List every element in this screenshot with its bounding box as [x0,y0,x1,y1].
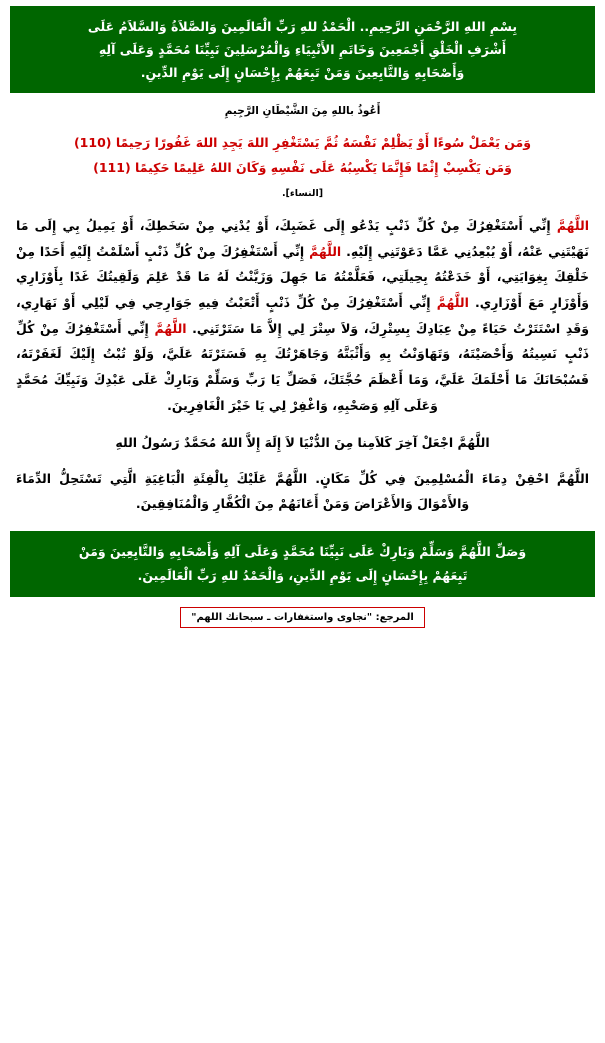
dua-text-segment: إِنِّي أَسْتَغْفِرُكَ مِنْ كُلِّ ذَنْبٍ أَسْلَمْتُ إِلَيْهِ أَحَدًا مِنْ خَلْقِكَ بِغِوَايَتِي، أَوْ خَدَعْتُهُ بِحِيلَتِي، فَعَلَّمْتُهُ مَا جَهِلَ وَزَيَّنْتُ لَهُ مَا قَدْ عَلِمَ وَلَقِيتُكَ غَدًا بِأَوْزَارِي وَأَوْزَارٍ مَعَ أَوْزَارِي. [16,243,589,311]
dua-text-segment: اجْعَلْ آخِرَ كَلاَمِنا مِنَ الدُّنْيَا لاَ إِلَهَ إِلاَّ اللهُ مُحَمَّدٌ رَسُولُ اللهِ [115,435,458,451]
dua-text-segment: احْقِنْ دِمَاءَ الْمُسْلِمِينَ فِي كُلِّ مَكَانٍ. [307,470,557,486]
invocation-allahumma: اللَّهُمَّ [457,435,490,451]
invocation-allahumma: اللَّهُمَّ [154,320,187,336]
bottom-banner-line-1: وَصَلِّ اللَّهُمَّ وَسَلِّمْ وَبَارِكْ عَلَى نَبِيِّنَا مُحَمَّدٍ وَعَلَى آلِهِ وَأَصْحَابِهِ وَالتَّابِعِينَ وَمَنْ [78,544,527,560]
top-banner [10,6,595,93]
top-banner-line-3: وَأَصْحَابِهِ وَالتَّابِعِينَ وَمَنْ تَبِعَهُمْ بِإِحْسَانٍ إِلَى يَوْمِ الدِّينِ. [140,65,465,81]
invocation-allahumma: اللَّهُمَّ [556,470,590,486]
top-banner-line-1: بِسْمِ اللهِ الرَّحْمَنِ الرَّحِيمِ.. الْحَمْدُ للهِ رَبِّ الْعَالَمِينَ وَالصَّلاَةُ وَالسَّلاَمُ عَلَى [87,19,518,34]
invocation-allahumma: اللَّهُمَّ [309,243,342,259]
bottom-banner [10,531,595,597]
bottom-banner-line-2: تَبِعَهُمْ بِإِحْسَانٍ إِلَى يَوْمِ الدِّينِ، وَالْحَمْدُ للهِ رَبِّ الْعَالَمِينَ. [137,567,468,583]
dua-paragraph-3 [16,466,589,517]
dua-text-segment: إِنِّي أَسْتَغْفِرُكَ مِنْ كُلِّ ذَنْبٍ أَتْعَبْتُ فِيهِ جَوَارِحِي فِي لَيْلِي أَوْ نَهَارِي، وَقَدِ اسْتَتَرْتُ حَيَاءً مِنْ عِبَادِكَ بِسِتْرِكَ، وَلاَ سِتْرَ لِي إِلاَّ مَا سَتَرْتَنِي. [16,295,589,336]
dua-text-segment: إِنِّي أَسْتَغْفِرُكَ مِنْ كُلِّ ذَنْبٍ نَسِيتُهُ وَأَحْصَيْتَهُ، وَتَهَاوَنْتُ بِهِ وَأَثْبَتَّهُ وَجَاهَرْتُكَ بِهِ فَسَتَرْتَهُ عَلَيَّ، وَلَوْ تُبْتُ إِلَيْكَ لَغَفَرْتَهُ، فَسُبْحَانَكَ مَا أَحْلَمَكَ عَلَيَّ، وَمَا أَعْظَمَ حُجَّتَكَ، فَصَلِّ يَا رَبِّ وَسَلِّمْ وَبَارِكْ عَلَى عَبْدِكَ وَنَبِيِّكَ مُحَمَّدٍ وَعَلَى آلِهِ وَصَحْبِهِ، وَاغْفِرْ لِي يَا خَيْرَ الْغَافِرِينَ. [16,320,589,413]
dua-text-segment: عَلَيْكَ بِالْفِئَةِ الْبَاغِيَةِ الَّتِي تَسْتَحِلُّ الدِّمَاءَ وَالأَمْوَالَ وَالأَعْرَاضَ وَمَنْ أَعَانَهُمْ مِنَ الْكُفَّارِ وَالْمُنَافِقِينَ. [16,470,470,512]
taawudh-line: أَعُوذُ باللهِ مِنَ الشَّيْطَانِ الرَّجِيمِ [224,105,381,118]
quran-verses [10,130,595,180]
top-banner-line-2: أَشْرَفِ الْخَلْقِ أَجْمَعِينَ وَخَاتَمِ الأَنْبِيَاءِ وَالْمُرْسَلِينَ نَبِيِّنَا مُحَمَّدٍ وَعَلَى آلِهِ [98,42,507,58]
verse-line-111: وَمَن يَكْسِبْ إِثْمًا فَإِنَّمَا يَكْسِبُهُ عَلَى نَفْسِهِ وَكَانَ اللهُ عَلِيمًا حَكِيمًا (111) [93,160,512,176]
dua-paragraph-1 [16,213,589,418]
footer-reference: المرجع: "نجاوى واستغفارات ـ سبحانك اللهم" [180,607,425,628]
verses-source-reference: [النساء]. [281,188,324,200]
verse-line-110: وَمَن يَعْمَلْ سُوءًا أَوْ يَظْلِمْ نَفْسَهُ ثُمَّ يَسْتَغْفِرِ اللهَ يَجِدِ اللهَ غَفُورًا رَحِيمًا (110) [73,135,532,151]
dua-paragraph-2 [16,430,589,456]
invocation-allahumma: اللَّهُمَّ [436,295,469,311]
invocation-allahumma: اللَّهُمَّ [556,218,589,234]
dua-text-segment: إِنِّي أَسْتَغْفِرُكَ مِنْ كُلِّ ذَنْبٍ يَدْعُو إِلَى غَضَبِكَ، أَوْ يُدْنِي مِنْ سَخَطِكَ، أَوْ يَمِيلُ بِي إِلَى مَا نَهَيْتَنِي عَنْهُ، أَوْ يُبْعِدُنِي عَمَّا دَعَوْتَنِي إِلَيْهِ. [16,218,589,259]
invocation-allahumma: اللَّهُمَّ [275,470,308,486]
